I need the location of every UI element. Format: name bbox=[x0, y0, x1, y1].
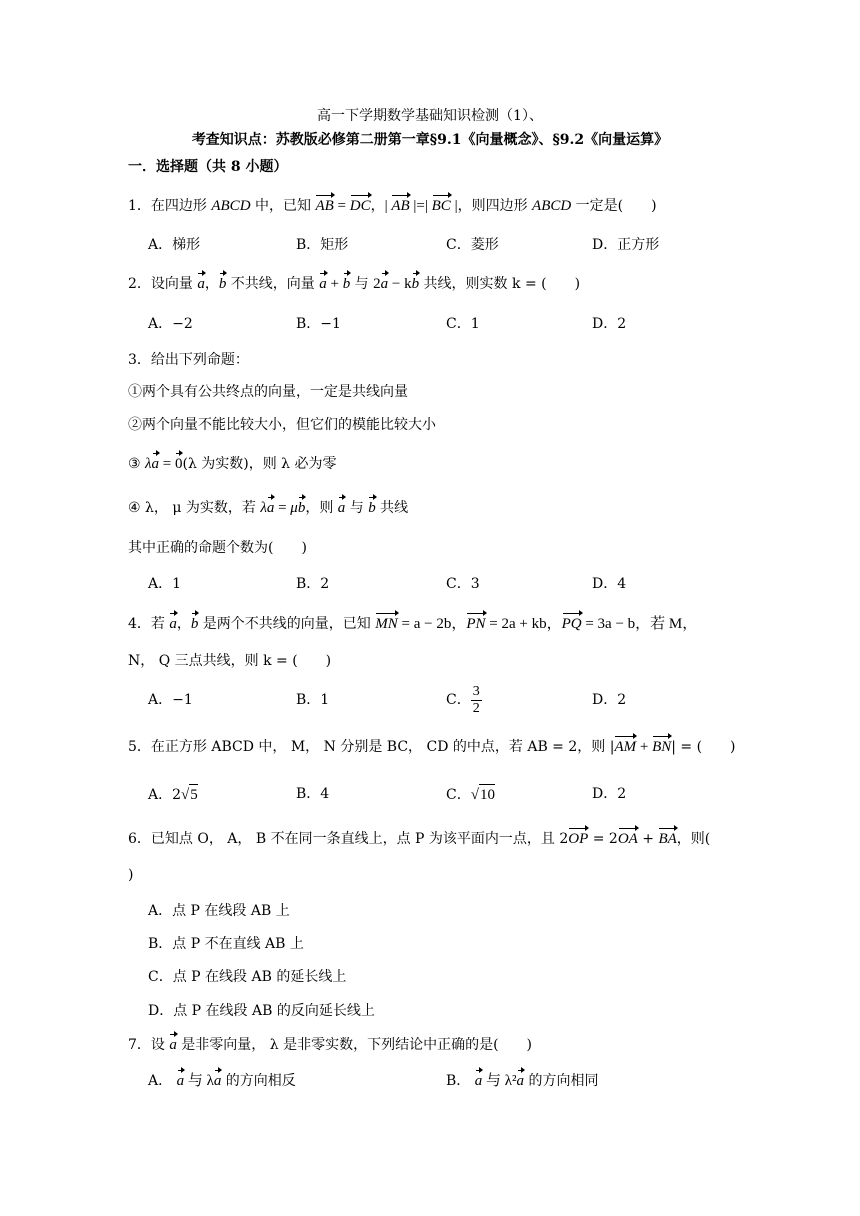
question-7-option-a: A． a 与 λa 的方向相反 bbox=[148, 1073, 296, 1089]
question-2-option-d: D．2 bbox=[592, 316, 627, 332]
question-3-option-c: C．3 bbox=[446, 576, 480, 592]
question-4-option-c: C． $\frac{3}{2}$ bbox=[446, 683, 480, 716]
question-3-question: 其中正确的命题个数为( ) bbox=[128, 540, 307, 556]
question-5-option-b: B．4 bbox=[296, 786, 330, 802]
question-2-option-c: C．1 bbox=[446, 316, 480, 332]
question-5-option-c: C．√10 bbox=[446, 784, 495, 805]
question-1-option-a: A．梯形 bbox=[148, 237, 201, 253]
question-5-option-d: D．2 bbox=[592, 786, 627, 802]
question-7-option-b: B． a 与 λ²a 的方向相同 bbox=[446, 1073, 599, 1089]
question-1-option-d: D．正方形 bbox=[592, 237, 660, 253]
page-title: 高一下学期数学基础知识检测（1）、 bbox=[317, 108, 543, 124]
question-6-stem: 6．已知点 O， A， B 不在同一条直线上，点 P 为该平面内一点，且 2OP = 2OA + BA，则( bbox=[128, 831, 711, 847]
question-3-proposition-1: ①两个具有公共终点的向量，一定是共线向量 bbox=[128, 384, 408, 400]
question-3-proposition-3: ③ λa = 0(λ 为实数)，则 λ 必为零 bbox=[128, 456, 337, 472]
question-3-proposition-2: ②两个向量不能比较大小，但它们的模能比较大小 bbox=[128, 417, 436, 433]
question-3-stem: 3．给出下列命题： bbox=[128, 352, 249, 368]
question-6-option-b: B．点 P 不在直线 AB 上 bbox=[148, 936, 304, 952]
question-1-stem: 1．在四边形 ABCD 中，已知 AB = DC，| AB |=| BC |，则四边形 ABCD 一定是( ) bbox=[128, 198, 657, 214]
question-6-option-d: D．点 P 在线段 AB 的反向延长线上 bbox=[148, 1003, 375, 1019]
question-6-option-a: A．点 P 在线段 AB 上 bbox=[148, 903, 290, 919]
question-4-stem-line-1: 4．若 a，b 是两个不共线的向量，已知 MN = a − 2b，PN = 2a + kb，PQ = 3a − b，若 M， bbox=[128, 616, 698, 632]
question-2-stem: 2．设向量 a，b 不共线，向量 a + b 与 2a − kb 共线，则实数 k = ( ) bbox=[128, 276, 581, 292]
section-heading: 一．选择题（共 8 小题） bbox=[128, 159, 288, 175]
question-4-option-a: A．−1 bbox=[148, 692, 193, 708]
question-7-stem: 7．设 a 是非零向量， λ 是非零实数，下列结论中正确的是( ) bbox=[128, 1037, 533, 1053]
page-subtitle: 考查知识点：苏教版必修第二册第一章§9.1《向量概念》、§9.2《向量运算》 bbox=[191, 132, 669, 148]
question-5-stem: 5．在正方形 ABCD 中， M， N 分别是 BC， CD 的中点，若 AB = 2，则 |AM + BN| = ( ) bbox=[128, 739, 736, 755]
question-4-option-b: B．1 bbox=[296, 692, 330, 708]
question-3-option-d: D．4 bbox=[592, 576, 627, 592]
question-6-option-c: C．点 P 在线段 AB 的延长线上 bbox=[148, 969, 347, 985]
question-4-stem-line-2: N， Q 三点共线，则 k = ( ) bbox=[128, 653, 332, 669]
question-4-option-d: D．2 bbox=[592, 692, 627, 708]
question-1-option-b: B．矩形 bbox=[296, 237, 349, 253]
question-5-option-a: A．2√5 bbox=[148, 784, 198, 805]
question-2-option-a: A．−2 bbox=[148, 316, 193, 332]
question-3-option-a: A．1 bbox=[148, 576, 182, 592]
question-2-option-b: B．−1 bbox=[296, 316, 341, 332]
question-1-option-c: C．菱形 bbox=[446, 237, 499, 253]
question-3-option-b: B．2 bbox=[296, 576, 330, 592]
question-6-stem-line-2: ) bbox=[128, 867, 134, 883]
question-3-proposition-4: ④ λ， μ 为实数，若 λa = μb，则 a 与 b 共线 bbox=[128, 500, 409, 516]
